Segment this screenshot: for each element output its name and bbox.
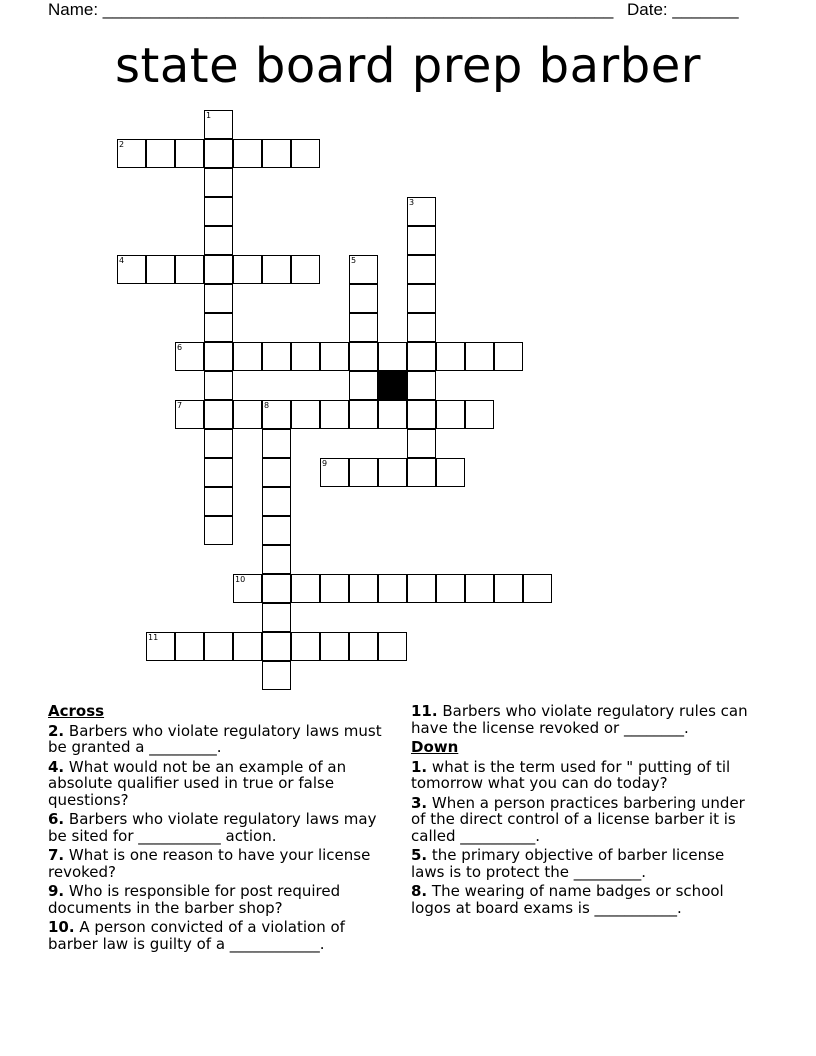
date-line: Date: _______ [627, 0, 739, 19]
cell-number: 6 [177, 343, 183, 352]
crossword-cell[interactable] [349, 458, 378, 487]
cell-number: 1 [206, 111, 212, 120]
crossword-cell[interactable] [407, 342, 436, 371]
clues-right-column [411, 700, 756, 916]
crossword-cell[interactable] [204, 313, 233, 342]
clue-number: 3. [411, 793, 428, 812]
crossword-cell[interactable] [262, 516, 291, 545]
cell-number: 8 [264, 401, 270, 410]
crossword-cell[interactable] [204, 168, 233, 197]
clue-text: When a person practices barbering under of the direct control of a license barber it is called __________. [411, 793, 745, 845]
crossword-cell[interactable] [436, 342, 465, 371]
down-clue-1 [411, 759, 756, 792]
crossword-cell[interactable] [204, 110, 233, 139]
clues-left-column [48, 700, 393, 952]
clue-text: Who is responsible for post required documents in the barber shop? [48, 882, 341, 917]
clue-text: what is the term used for " putting of til tomorrow what you can do today? [411, 757, 731, 792]
crossword-cell[interactable] [378, 632, 407, 661]
clue-text: What would not be an example of an absolute qualifier used in true or false questions? [48, 757, 347, 809]
clue-number: 9. [48, 882, 65, 900]
cell-number: 2 [119, 140, 125, 149]
crossword-cell[interactable] [320, 458, 349, 487]
crossword-cell[interactable] [436, 458, 465, 487]
clue-number: 5. [411, 846, 428, 864]
crossword-cell[interactable] [175, 632, 204, 661]
crossword-cell[interactable] [291, 255, 320, 284]
clue-text: Barbers who violate regulatory laws must be granted a _________. [48, 721, 382, 756]
crossword-cell[interactable] [204, 226, 233, 255]
crossword-cell[interactable] [349, 400, 378, 429]
cell-number: 3 [409, 198, 415, 207]
crossword-cell[interactable] [146, 632, 175, 661]
crossword-cell[interactable] [320, 342, 349, 371]
crossword-cell[interactable] [262, 342, 291, 371]
crossword-cell[interactable] [204, 632, 233, 661]
crossword-cell[interactable] [320, 574, 349, 603]
crossword-cell[interactable] [407, 574, 436, 603]
crossword-cell[interactable] [204, 516, 233, 545]
crossword-cell[interactable] [262, 139, 291, 168]
crossword-cell[interactable] [349, 632, 378, 661]
clue-text: A person convicted of a violation of barber law is guilty of a ____________. [48, 918, 345, 953]
crossword-cell[interactable] [465, 400, 494, 429]
cell-number: 11 [148, 633, 159, 642]
cell-number: 9 [322, 459, 328, 468]
crossword-cell[interactable] [436, 574, 465, 603]
crossword-cell[interactable] [262, 545, 291, 574]
crossword-cell[interactable] [378, 458, 407, 487]
crossword-cell[interactable] [436, 400, 465, 429]
cell-number: 4 [119, 256, 125, 265]
across-clue-7 [48, 847, 393, 880]
across-clue-10 [48, 919, 393, 952]
crossword-cell[interactable] [146, 255, 175, 284]
crossword-cell[interactable] [262, 603, 291, 632]
crossword-cell[interactable] [204, 342, 233, 371]
crossword-cell[interactable] [407, 226, 436, 255]
crossword-cell[interactable] [117, 139, 146, 168]
crossword-cell[interactable] [175, 400, 204, 429]
crossword-cell[interactable] [204, 458, 233, 487]
crossword-cell[interactable] [407, 400, 436, 429]
down-clue-8 [411, 883, 756, 916]
crossword-cell[interactable] [291, 400, 320, 429]
crossword-cell[interactable] [262, 487, 291, 516]
crossword-cell[interactable] [175, 342, 204, 371]
name-line: Name: ______________________________________________________ [48, 0, 614, 19]
crossword-cell[interactable] [407, 458, 436, 487]
crossword-cell[interactable] [349, 284, 378, 313]
crossword-cell[interactable] [523, 574, 552, 603]
crossword-cell[interactable] [349, 342, 378, 371]
crossword-cell[interactable] [233, 139, 262, 168]
crossword-cell[interactable] [407, 255, 436, 284]
cell-number: 5 [351, 256, 357, 265]
crossword-cell[interactable] [262, 429, 291, 458]
crossword-cell[interactable] [204, 487, 233, 516]
clue-text: Barbers who violate regulatory rules can have the license revoked or ________. [411, 702, 748, 737]
down-clue-5 [411, 847, 756, 880]
crossword-cell[interactable] [204, 139, 233, 168]
crossword-cell[interactable] [233, 342, 262, 371]
crossword-cell[interactable] [407, 313, 436, 342]
crossword-cell[interactable] [349, 313, 378, 342]
black-cell [378, 371, 407, 400]
crossword-cell[interactable] [291, 342, 320, 371]
clue-number: 6. [48, 810, 65, 828]
crossword-cell[interactable] [349, 574, 378, 603]
crossword-cell[interactable] [349, 371, 378, 400]
crossword-cell[interactable] [494, 342, 523, 371]
crossword-cell[interactable] [378, 574, 407, 603]
clue-number: 2. [48, 721, 65, 740]
crossword-cell[interactable] [378, 400, 407, 429]
crossword-cell[interactable] [175, 255, 204, 284]
crossword-cell[interactable] [349, 255, 378, 284]
crossword-cell[interactable] [204, 400, 233, 429]
crossword-cell[interactable] [262, 255, 291, 284]
crossword-cell[interactable] [262, 400, 291, 429]
crossword-cell[interactable] [291, 574, 320, 603]
clue-text: Barbers who violate regulatory laws may be sited for ___________ action. [48, 810, 377, 845]
clue-number: 7. [48, 846, 65, 864]
crossword-cell[interactable] [407, 197, 436, 226]
crossword-cell[interactable] [291, 139, 320, 168]
puzzle-title: state board prep barber [115, 38, 701, 94]
across-clue-6 [48, 811, 393, 844]
crossword-cell[interactable] [465, 574, 494, 603]
crossword-cell[interactable] [117, 255, 146, 284]
across-clue-11 [411, 703, 756, 736]
clue-number: 4. [48, 757, 65, 776]
crossword-cell[interactable] [175, 139, 204, 168]
crossword-cell[interactable] [262, 458, 291, 487]
crossword-cell[interactable] [204, 429, 233, 458]
cell-number: 10 [235, 575, 246, 584]
cell-number: 7 [177, 401, 183, 410]
across-clue-9 [48, 883, 393, 916]
clue-text: What is one reason to have your license revoked? [48, 846, 371, 881]
clue-number: 1. [411, 757, 428, 776]
crossword-cell[interactable] [262, 661, 291, 690]
crossword-cell[interactable] [494, 574, 523, 603]
crossword-cell[interactable] [407, 284, 436, 313]
crossword-cell[interactable] [262, 632, 291, 661]
crossword-cell[interactable] [320, 632, 349, 661]
down-heading: Down [411, 738, 459, 756]
crossword-cell[interactable] [233, 255, 262, 284]
across-clue-4 [48, 759, 393, 809]
down-clue-3 [411, 795, 756, 845]
clue-number: 11. [411, 702, 438, 720]
across-clue-2 [48, 723, 393, 756]
crossword-cell[interactable] [465, 342, 494, 371]
clue-text: the primary objective of barber license laws is to protect the _________. [411, 846, 725, 881]
crossword-cell[interactable] [407, 429, 436, 458]
crossword-cell[interactable] [204, 197, 233, 226]
crossword-cell[interactable] [378, 342, 407, 371]
crossword-cell[interactable] [407, 371, 436, 400]
crossword-cell[interactable] [233, 574, 262, 603]
crossword-cell[interactable] [291, 632, 320, 661]
crossword-cell[interactable] [320, 400, 349, 429]
clue-number: 8. [411, 882, 428, 900]
clue-text: The wearing of name badges or school logos at board exams is ___________. [411, 882, 724, 917]
crossword-cell[interactable] [146, 139, 175, 168]
across-heading: Across [48, 702, 105, 720]
crossword-cell[interactable] [204, 284, 233, 313]
crossword-cell[interactable] [204, 255, 233, 284]
crossword-cell[interactable] [233, 400, 262, 429]
crossword-cell[interactable] [262, 574, 291, 603]
crossword-cell[interactable] [233, 632, 262, 661]
clue-number: 10. [48, 918, 75, 936]
crossword-cell[interactable] [204, 371, 233, 400]
